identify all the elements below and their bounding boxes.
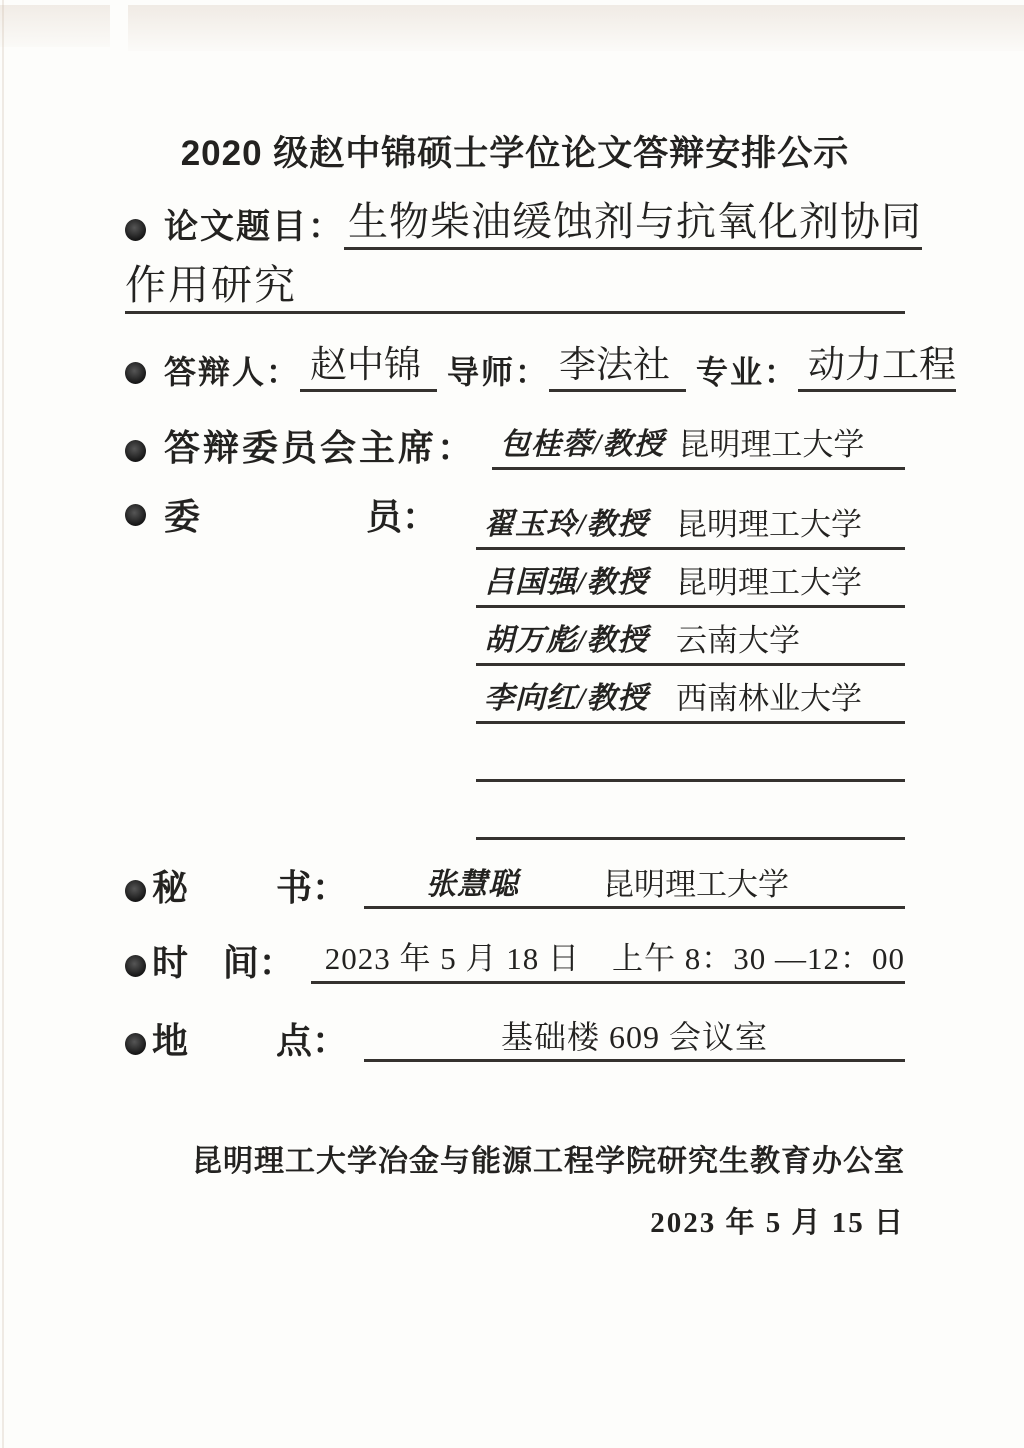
location-value: 基础楼 609 会议室 [500,1019,768,1055]
thesis-title-row [125,199,922,250]
member-institution: 昆明理工大学 [676,565,862,600]
member-institution: 昆明理工大学 [676,507,862,542]
defender-name: 赵中锦 [300,345,437,392]
bullet-icon [125,504,146,526]
member-name: 吕国强/教授 [484,566,649,599]
advisor-label: 导师： [447,354,550,390]
chair-institution: 昆明理工大学 [678,427,865,462]
bullet-icon [125,219,146,241]
committee-member-row [476,550,905,608]
location-label-right: 点： [275,1021,348,1061]
bullet-icon [125,362,146,384]
location-row [125,1020,905,1062]
committee-label [164,494,438,540]
defender-row [125,345,957,392]
bullet-icon [125,955,146,977]
bullet-icon [125,440,146,462]
footer-office: 昆明理工大学冶金与能源工程学院研究生教育办公室 [192,1145,905,1178]
time-label-left: 时 [152,943,189,983]
chair-name: 包桂蓉/教授 [500,428,665,461]
secretary-row [125,867,905,909]
defender-label: 答辩人： [164,354,301,390]
secretary-value [364,863,905,909]
thesis-title-label: 论文题目： [164,209,344,246]
major-label: 专业： [696,354,799,390]
member-institution: 云南大学 [676,623,800,658]
member-name: 翟玉玲/教授 [484,508,649,541]
major-value: 动力工程 [798,345,956,392]
chair-row [125,426,905,470]
committee-block [125,492,905,840]
chair-label: 答辩委员会主席： [164,428,477,468]
member-name: 李向红/教授 [484,682,649,715]
time-value-line [311,938,905,984]
secretary-label [152,867,348,909]
location-label [152,1020,348,1062]
member-institution: 西南林业大学 [676,681,862,716]
footer-date: 2023 年 5 月 15 日 [650,1207,905,1239]
secretary-label-right: 书： [275,868,348,908]
committee-member-row [476,608,905,666]
bullet-icon [125,1033,146,1055]
committee-member-row [476,666,905,724]
committee-label-right: 员： [365,497,438,537]
committee-member-row-empty [476,724,905,782]
page-title: 2020 级赵中锦硕士学位论文答辩安排公示 [180,134,850,173]
committee-member-row-empty [476,782,905,840]
scan-artifact-band [0,5,110,47]
bullet-icon [125,880,146,902]
footer [125,1144,905,1240]
time-row [125,942,905,984]
secretary-name: 张慧聪 [426,868,519,901]
secretary-label-left: 秘 [152,868,189,908]
thesis-title-value-line2: 作用研究 [125,262,905,314]
time-value: 2023 年 5 月 18 日 上午 8：30 —12：00 [324,941,905,976]
scan-artifact-band [128,5,1024,51]
location-label-left: 地 [152,1021,189,1061]
location-value-line [364,1016,905,1062]
scan-artifact-edge [2,0,4,1448]
time-label-right: 间： [222,943,295,983]
advisor-name: 李法社 [549,345,686,392]
thesis-title-value-line1: 生物柴油缓蚀剂与抗氧化剂协同 [344,199,922,250]
committee-member-list [476,492,905,840]
committee-member-row [476,492,905,550]
chair-value [492,426,905,470]
committee-label-left: 委 [164,497,201,537]
member-name: 胡万彪/教授 [484,624,649,657]
secretary-institution: 昆明理工大学 [603,867,789,902]
time-label [152,942,295,984]
